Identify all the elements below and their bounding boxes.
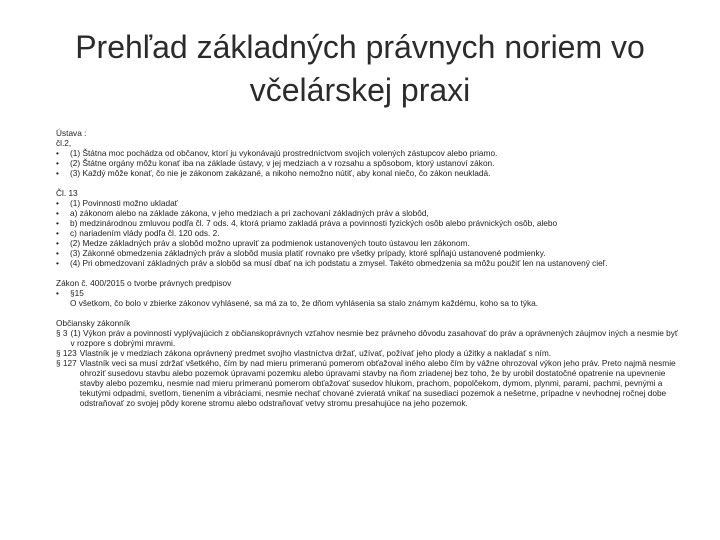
- civil-code-heading: Občiansky zákonník: [56, 318, 131, 328]
- slide-title: Prehľad základných právnych noriem vo včelárskej praxi: [75, 29, 645, 108]
- law400-heading: Zákon č. 400/2015 o tvorbe právnych predpisov: [56, 278, 232, 288]
- bullet-icon: •: [56, 288, 59, 298]
- civil-code-paragraph: § 127 Vlastník veci sa musí zdržať všetkého, čím by nad mieru primeranú pomerom obťažoval iného alebo čím by vážne ohrozoval výkon jeho práv. Preto najmä nesmie ohroziť susedovu stavbu alebo pozemok úpravami pozemku alebo úpravami stavby na ňom zriadenej bez toho, že by urobil dostatočné opatrenie na upevnenie stavby alebo pozemku, nesmie nad mieru primeranú pomerom obťažovať susedov hlukom, prachom, popolčekom, dymom, plynmi, parami, pachmi, pevnými a tekutými odpadmi, svetlom, tienením a vibráciami, nesmie nechať chované zvieratá vnikať na susediaci pozemok a nešetrne, prípadne v nevhodnej ročnej dobe odstraňovať zo svojej pôdy korene stromu alebo odstraňovať vetvy stromu presahujúce na jeho pozemok.: [56, 358, 676, 408]
- paragraph-label: § 127: [56, 358, 77, 368]
- bullet-icon: •: [56, 168, 59, 178]
- constitution-article: čl.2,: [56, 138, 72, 148]
- bullet-icon: •: [56, 218, 59, 228]
- list-item: • (3) Každý môže konať, čo nie je zákonom zakázané, a nikoho nemožno nútiť, aby konal niečo, čo zákon neukladá.: [56, 168, 491, 178]
- list-item: • a) zákonom alebo na základe zákona, v jeho medziach a pri zachovaní základných práv a slobôd,: [56, 208, 429, 218]
- bullet-icon: •: [56, 208, 59, 218]
- list-item: • (3) Zákonné obmedzenia základných práv a slobôd musia platiť rovnako pre všetky prípady, ktoré spĺňajú ustanovené podmienky.: [56, 248, 546, 258]
- bullet-icon: •: [56, 238, 59, 248]
- article13-heading: Čl. 13: [56, 188, 78, 198]
- bullet-icon: •: [56, 248, 59, 258]
- slide-body: [56, 128, 684, 408]
- law400-text: O všetkom, čo bolo v zbierke zákonov vyhlásené, sa má za to, že dňom vyhlásenia sa stalo známym každému, koho sa to týka.: [70, 298, 539, 308]
- list-item: • (2) Štátne orgány môžu konať iba na základe ústavy, v jej medziach a v rozsahu a spôsobom, ktorý ustanoví zákon.: [56, 158, 495, 168]
- constitution-heading: Ústava :: [56, 128, 87, 138]
- list-item: • (4) Pri obmedzovaní základných práv a slobôd sa musí dbať na ich podstatu a zmysel. Takéto obmedzenia sa môžu použiť len na ustanovený cieľ.: [56, 258, 608, 268]
- bullet-icon: •: [56, 198, 59, 208]
- bullet-icon: •: [56, 228, 59, 238]
- bullet-icon: •: [56, 258, 59, 268]
- bullet-icon: •: [56, 148, 59, 158]
- list-item: • (1) Povinnosti možno ukladať: [56, 198, 178, 208]
- bullet-icon: •: [56, 158, 59, 168]
- list-item: • b) medzinárodnou zmluvou podľa čl. 7 ods. 4, ktorá priamo zakladá práva a povinnosti fyzických osôb alebo právnických osôb, alebo: [56, 218, 558, 228]
- civil-code-paragraph: § 3 (1) Výkon práv a povinností vyplývajúcich z občianskoprávnych vzťahov nesmie bez právneho dôvodu zasahovať do práv a oprávnených záujmov iných a nesmie byť v rozpore s dobrými mravmi.: [56, 328, 679, 348]
- list-item: • c) nariadením vlády podľa čl. 120 ods. 2.: [56, 228, 220, 238]
- list-item: • (2) Medze základných práv a slobôd možno upraviť za podmienok ustanovených touto ústavou len zákonom.: [56, 238, 470, 248]
- list-item: • §15: [56, 288, 84, 298]
- list-item: • (1) Štátna moc pochádza od občanov, ktorí ju vykonávajú prostredníctvom svojich volených zástupcov alebo priamo.: [56, 148, 498, 158]
- civil-code-paragraph: § 123 Vlastník je v medziach zákona oprávnený predmet svojho vlastníctva držať, užívať, požívať jeho plody a úžitky a nakladať s ním.: [56, 348, 552, 358]
- paragraph-label: § 3: [56, 328, 68, 338]
- paragraph-label: § 123: [56, 348, 77, 358]
